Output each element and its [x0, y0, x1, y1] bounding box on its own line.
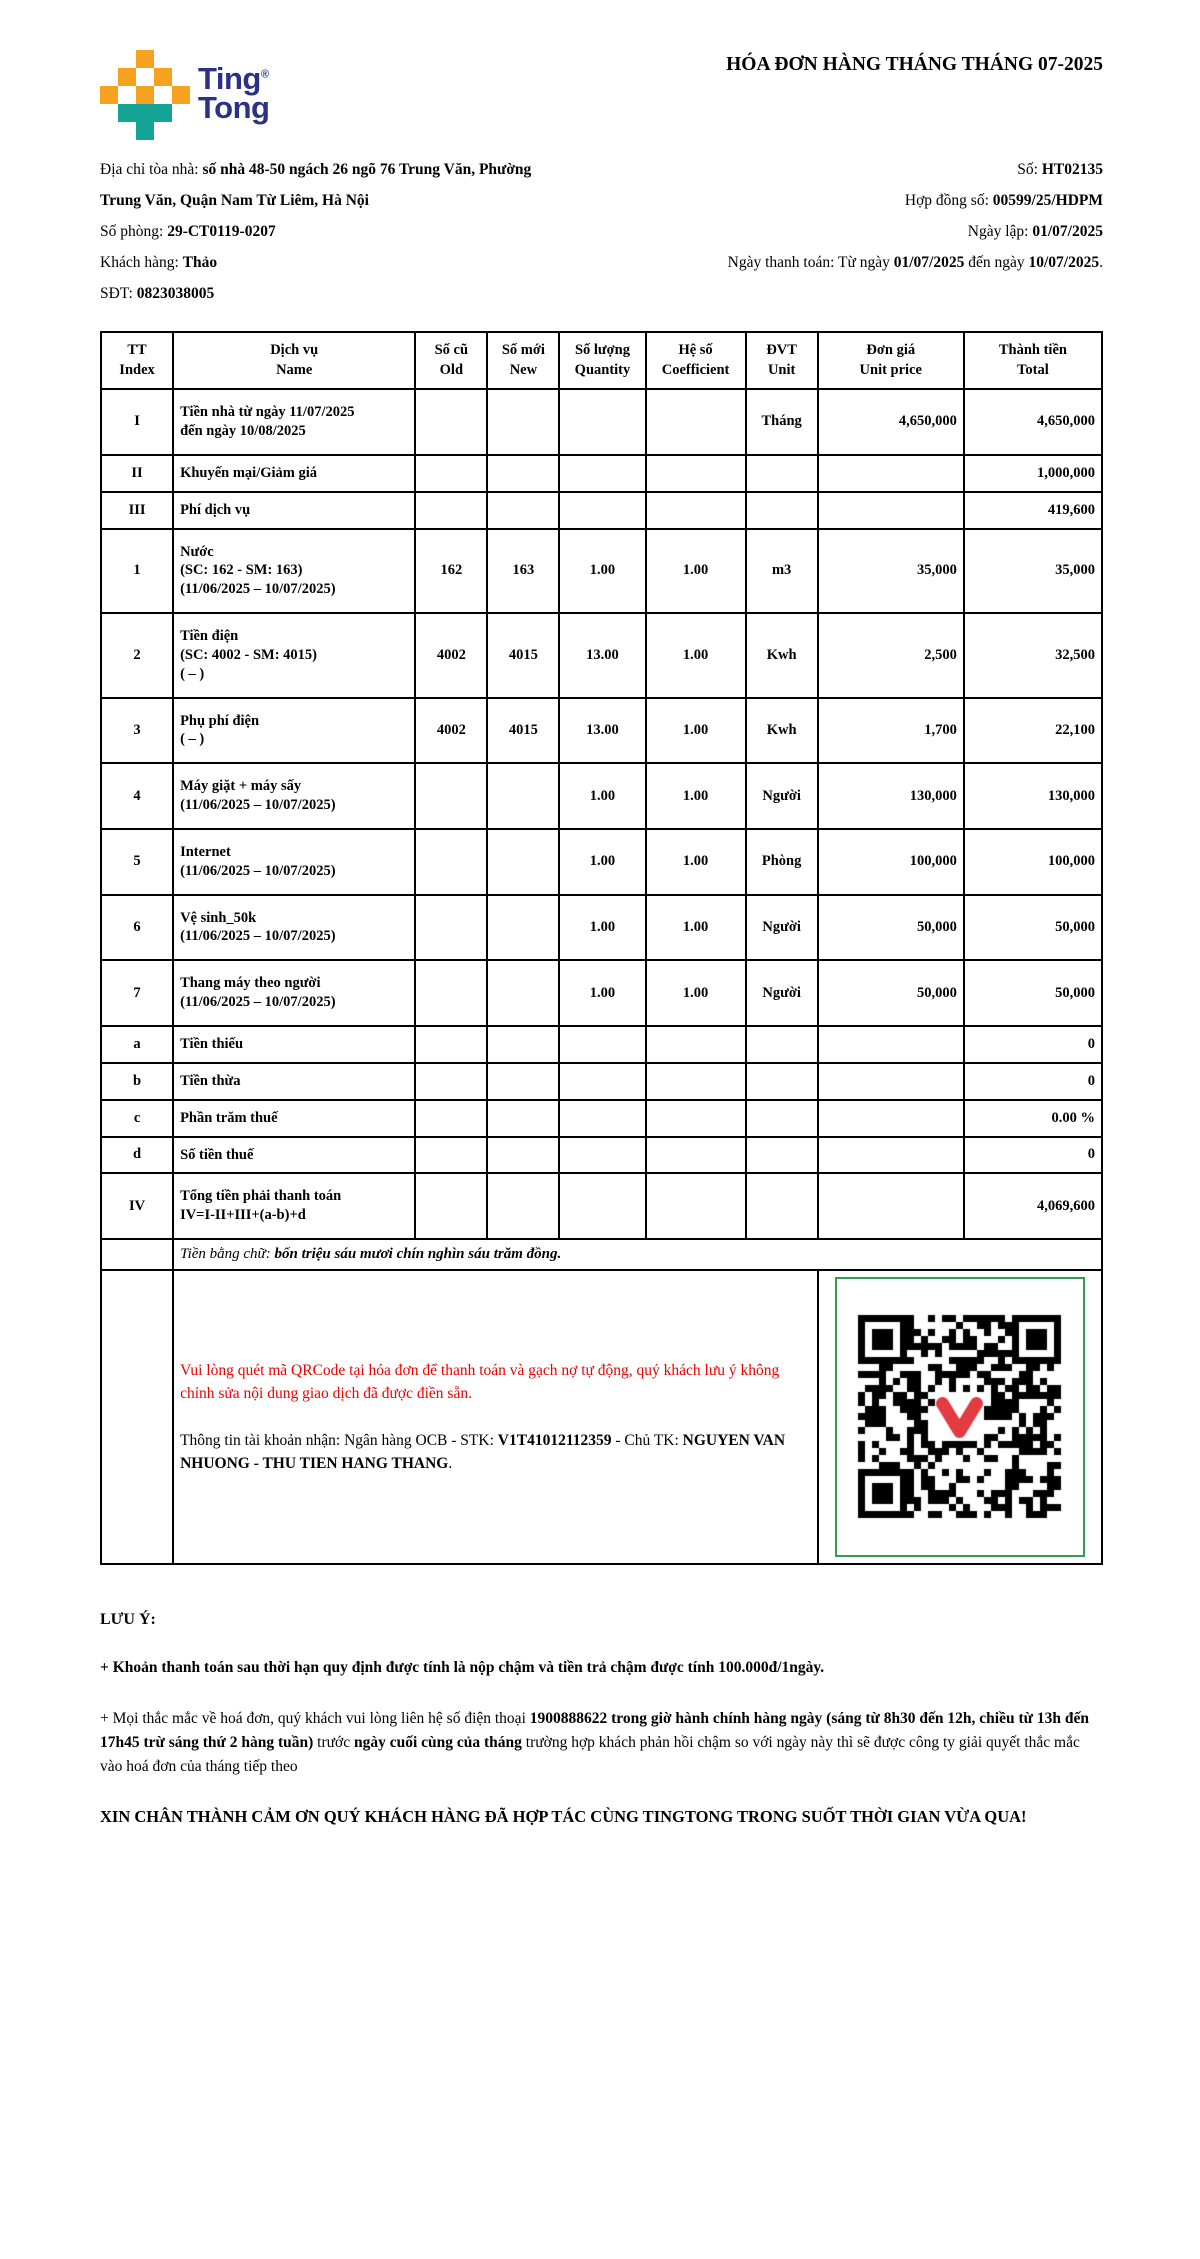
cell-index: d	[101, 1137, 173, 1174]
cell-quantity: 1.00	[559, 895, 645, 961]
column-header: Số mới New	[487, 332, 559, 389]
cell-new	[487, 1173, 559, 1239]
cell-service-name: Số tiền thuế	[173, 1137, 415, 1174]
cell-unit: Kwh	[746, 613, 818, 698]
cell-old	[415, 1026, 487, 1063]
cell-total: 32,500	[964, 613, 1102, 698]
column-header: TT Index	[101, 332, 173, 389]
cell-new: 163	[487, 529, 559, 614]
column-header: Số cũ Old	[415, 332, 487, 389]
cell-quantity	[559, 1173, 645, 1239]
cell-total: 50,000	[964, 960, 1102, 1026]
cell-index: b	[101, 1063, 173, 1100]
cell-coefficient: 1.00	[646, 529, 746, 614]
cell-service-name: Tiền thiếu	[173, 1026, 415, 1063]
table-row	[101, 829, 1102, 895]
cell-service-name: Máy giặt + máy sấy (11/06/2025 – 10/07/2025)	[173, 763, 415, 829]
column-header: Dịch vụ Name	[173, 332, 415, 389]
cell-old: 4002	[415, 698, 487, 764]
cell-total: 22,100	[964, 698, 1102, 764]
column-header: Hệ số Coefficient	[646, 332, 746, 389]
column-header: Đơn giá Unit price	[818, 332, 964, 389]
cell-coefficient: 1.00	[646, 895, 746, 961]
cell-unit: Phòng	[746, 829, 818, 895]
amount-in-words-row	[101, 1239, 1102, 1270]
cell-new	[487, 1137, 559, 1174]
table-row	[101, 1173, 1102, 1239]
account-info: Thông tin tài khoản nhận: Ngân hàng OCB - STK: V1T41012112359 - Chủ TK: NGUYEN VAN NHUONG - THU TIEN HANG THANG.	[180, 1432, 786, 1473]
info-line: Khách hàng: Thảo	[100, 254, 218, 271]
cell-index: IV	[101, 1173, 173, 1239]
cell-new: 4015	[487, 698, 559, 764]
column-header: Số lượng Quantity	[559, 332, 645, 389]
column-header: ĐVT Unit	[746, 332, 818, 389]
cell-old	[415, 829, 487, 895]
cell-old: 162	[415, 529, 487, 614]
cell-unit-price	[818, 1173, 964, 1239]
cell-unit	[746, 1026, 818, 1063]
note-item: + Mọi thắc mắc về hoá đơn, quý khách vui lòng liên hệ số điện thoại 1900888622 trong giờ hành chính hàng ngày (sáng từ 8h30 đến 12h, chiều từ 13h đến 17h45 trừ sáng thứ 2 hàng tuần) trước ngày cuối cùng của tháng trường hợp khách phản hồi chậm so với ngày này thì sẽ được công ty giải quyết thắc mắc vào hoá đơn của tháng tiếp theo	[100, 1710, 1089, 1776]
cell-quantity: 13.00	[559, 613, 645, 698]
cell-old	[415, 1100, 487, 1137]
info-line: SĐT: 0823038005	[100, 285, 215, 302]
info-line: Ngày thanh toán: Từ ngày 01/07/2025 đến ngày 10/07/2025.	[727, 254, 1103, 271]
cell-total: 0.00 %	[964, 1100, 1102, 1137]
cell-new	[487, 763, 559, 829]
qr-code-cell	[818, 1270, 1102, 1564]
cell-new	[487, 389, 559, 455]
cell-service-name: Tiền nhà từ ngày 11/07/2025 đến ngày 10/08/2025	[173, 389, 415, 455]
note-item: + Khoản thanh toán sau thời hạn quy định được tính là nộp chậm và tiền trả chậm được tính 100.000đ/1ngày.	[100, 1659, 825, 1677]
cell-coefficient	[646, 1026, 746, 1063]
cell-total: 0	[964, 1137, 1102, 1174]
brand-logo	[100, 50, 269, 138]
cell-unit	[746, 492, 818, 529]
cell-coefficient	[646, 1100, 746, 1137]
table-row	[101, 763, 1102, 829]
cell-service-name: Internet (11/06/2025 – 10/07/2025)	[173, 829, 415, 895]
logo-pixel	[100, 86, 118, 104]
cell-unit-price: 1,700	[818, 698, 964, 764]
cell-unit-price	[818, 1137, 964, 1174]
table-row	[101, 455, 1102, 492]
cell-total: 0	[964, 1063, 1102, 1100]
cell-new	[487, 960, 559, 1026]
cell-unit: Người	[746, 763, 818, 829]
cell-old	[415, 492, 487, 529]
cell-coefficient: 1.00	[646, 960, 746, 1026]
cell-index	[101, 1270, 173, 1564]
cell-index: 3	[101, 698, 173, 764]
table-row	[101, 529, 1102, 614]
cell-total: 50,000	[964, 895, 1102, 961]
cell-unit: Người	[746, 960, 818, 1026]
cell-coefficient	[646, 1063, 746, 1100]
cell-quantity	[559, 1137, 645, 1174]
table-row	[101, 1026, 1102, 1063]
cell-old	[415, 389, 487, 455]
logo-pixel	[154, 68, 172, 86]
cell-total: 4,069,600	[964, 1173, 1102, 1239]
cell-unit-price	[818, 1026, 964, 1063]
cell-total: 100,000	[964, 829, 1102, 895]
cell-coefficient: 1.00	[646, 698, 746, 764]
info-line: Ngày lập: 01/07/2025	[967, 223, 1103, 240]
cell-unit: m3	[746, 529, 818, 614]
cell-old: 4002	[415, 613, 487, 698]
cell-index: a	[101, 1026, 173, 1063]
invoice-title: HÓA ĐƠN HÀNG THÁNG THÁNG 07-2025	[726, 54, 1103, 75]
cell-quantity	[559, 455, 645, 492]
cell-index: 4	[101, 763, 173, 829]
cell-coefficient	[646, 1137, 746, 1174]
cell-quantity: 1.00	[559, 960, 645, 1026]
cell-service-name: Khuyến mại/Giảm giá	[173, 455, 415, 492]
table-row	[101, 960, 1102, 1026]
cell-index	[101, 1239, 173, 1270]
cell-unit-price	[818, 1100, 964, 1137]
cell-service-name: Vệ sinh_50k (11/06/2025 – 10/07/2025)	[173, 895, 415, 961]
column-header: Thành tiền Total	[964, 332, 1102, 389]
cell-unit-price: 4,650,000	[818, 389, 964, 455]
cell-old	[415, 1137, 487, 1174]
cell-unit-price: 50,000	[818, 960, 964, 1026]
cell-quantity	[559, 1026, 645, 1063]
cell-new	[487, 895, 559, 961]
cell-coefficient: 1.00	[646, 763, 746, 829]
cell-coefficient	[646, 1173, 746, 1239]
notes-list	[100, 1656, 1103, 1779]
cell-index: 7	[101, 960, 173, 1026]
cell-index: I	[101, 389, 173, 455]
cell-index: 5	[101, 829, 173, 895]
cell-total: 130,000	[964, 763, 1102, 829]
cell-quantity: 13.00	[559, 698, 645, 764]
cell-coefficient	[646, 492, 746, 529]
qr-code-frame	[835, 1277, 1085, 1557]
brand-name-top: Ting	[198, 61, 261, 97]
cell-service-name: Phụ phí điện ( – )	[173, 698, 415, 764]
cell-total: 0	[964, 1026, 1102, 1063]
info-line: Địa chỉ tòa nhà: số nhà 48-50 ngách 26 ngõ 76 Trung Văn, Phường	[100, 161, 532, 178]
table-row	[101, 1100, 1102, 1137]
services-table	[100, 331, 1103, 1565]
cell-unit	[746, 1063, 818, 1100]
table-row	[101, 389, 1102, 455]
cell-unit: Tháng	[746, 389, 818, 455]
cell-coefficient	[646, 389, 746, 455]
cell-quantity	[559, 492, 645, 529]
cell-index: III	[101, 492, 173, 529]
cell-old	[415, 1173, 487, 1239]
cell-unit-price	[818, 455, 964, 492]
cell-new	[487, 829, 559, 895]
cell-unit: Người	[746, 895, 818, 961]
header	[100, 42, 1103, 138]
cell-unit	[746, 455, 818, 492]
cell-old	[415, 895, 487, 961]
cell-unit-price: 100,000	[818, 829, 964, 895]
cell-coefficient: 1.00	[646, 829, 746, 895]
info-line: Số: HT02135	[1017, 161, 1103, 178]
cell-unit-price: 50,000	[818, 895, 964, 961]
cell-new	[487, 1100, 559, 1137]
cell-unit	[746, 1100, 818, 1137]
logo-pixel	[136, 86, 154, 104]
cell-unit	[746, 1173, 818, 1239]
brand-name-bottom: Tong	[198, 90, 270, 125]
table-header-row	[101, 332, 1102, 389]
cell-coefficient	[646, 455, 746, 492]
qr-code-icon	[845, 1302, 1075, 1532]
cell-new	[487, 1063, 559, 1100]
table-row	[101, 1137, 1102, 1174]
registered-mark: ®	[260, 68, 269, 81]
info-line: Số phòng: 29-CT0119-0207	[100, 223, 276, 240]
logo-pixel	[118, 104, 172, 122]
cell-quantity	[559, 1063, 645, 1100]
info-line: Trung Văn, Quận Nam Từ Liêm, Hà Nội	[100, 192, 369, 209]
table-row	[101, 613, 1102, 698]
cell-new	[487, 455, 559, 492]
table-row	[101, 492, 1102, 529]
table-row	[101, 1063, 1102, 1100]
cell-quantity	[559, 1100, 645, 1137]
cell-quantity: 1.00	[559, 529, 645, 614]
notes-heading: LƯU Ý:	[100, 1611, 156, 1629]
info-line: Hợp đồng số: 00599/25/HDPM	[904, 192, 1103, 209]
cell-index: II	[101, 455, 173, 492]
notes-section	[100, 1611, 1103, 1829]
logo-pixel	[118, 68, 136, 86]
cell-new	[487, 1026, 559, 1063]
brand-wordmark	[198, 61, 270, 125]
cell-new: 4015	[487, 613, 559, 698]
cell-quantity: 1.00	[559, 829, 645, 895]
qr-payment-note: Vui lòng quét mã QRCode tại hóa đơn để thanh toán và gạch nợ tự động, quý khách lưu ý không chỉnh sửa nội dung giao dịch đã được điền sẵn.	[180, 1361, 780, 1402]
cell-service-name: Thang máy theo người (11/06/2025 – 10/07/2025)	[173, 960, 415, 1026]
payment-instructions	[173, 1270, 818, 1564]
cell-old	[415, 763, 487, 829]
logo-pixel	[136, 50, 154, 68]
table-row	[101, 895, 1102, 961]
logo-pixel	[172, 86, 190, 104]
cell-service-name: Tiền điện (SC: 4002 - SM: 4015) ( – )	[173, 613, 415, 698]
cell-unit-price	[818, 1063, 964, 1100]
cell-coefficient: 1.00	[646, 613, 746, 698]
logo-pixel	[136, 122, 154, 140]
cell-service-name: Phí dịch vụ	[173, 492, 415, 529]
cell-service-name: Nước (SC: 162 - SM: 163) (11/06/2025 – 10/07/2025)	[173, 529, 415, 614]
cell-old	[415, 1063, 487, 1100]
cell-service-name: Phần trăm thuế	[173, 1100, 415, 1137]
cell-index: 1	[101, 529, 173, 614]
cell-unit-price: 130,000	[818, 763, 964, 829]
cell-unit: Kwh	[746, 698, 818, 764]
cell-quantity: 1.00	[559, 763, 645, 829]
tingtong-logo-icon	[100, 50, 188, 138]
cell-quantity	[559, 389, 645, 455]
thank-you-message: XIN CHÂN THÀNH CẢM ƠN QUÝ KHÁCH HÀNG ĐÃ HỢP TÁC CÙNG TINGTONG TRONG SUỐT THỜI GIAN VỪA QUA!	[100, 1807, 1027, 1827]
cell-total: 4,650,000	[964, 389, 1102, 455]
cell-new	[487, 492, 559, 529]
cell-unit-price: 35,000	[818, 529, 964, 614]
cell-total: 35,000	[964, 529, 1102, 614]
cell-index: c	[101, 1100, 173, 1137]
cell-total: 419,600	[964, 492, 1102, 529]
invoice-info	[100, 154, 1103, 309]
cell-service-name: Tổng tiền phải thanh toán IV=I-II+III+(a-b)+d	[173, 1173, 415, 1239]
cell-index: 6	[101, 895, 173, 961]
cell-unit	[746, 1137, 818, 1174]
payment-qr-row	[101, 1270, 1102, 1564]
invoice-meta	[662, 154, 1103, 309]
customer-info	[100, 154, 662, 309]
cell-total: 1,000,000	[964, 455, 1102, 492]
cell-old	[415, 455, 487, 492]
cell-service-name: Tiền thừa	[173, 1063, 415, 1100]
cell-old	[415, 960, 487, 1026]
cell-unit-price: 2,500	[818, 613, 964, 698]
table-row	[101, 698, 1102, 764]
amount-in-words: Tiền bằng chữ: bốn triệu sáu mươi chín nghìn sáu trăm đồng.	[173, 1239, 1102, 1270]
cell-index: 2	[101, 613, 173, 698]
cell-unit-price	[818, 492, 964, 529]
